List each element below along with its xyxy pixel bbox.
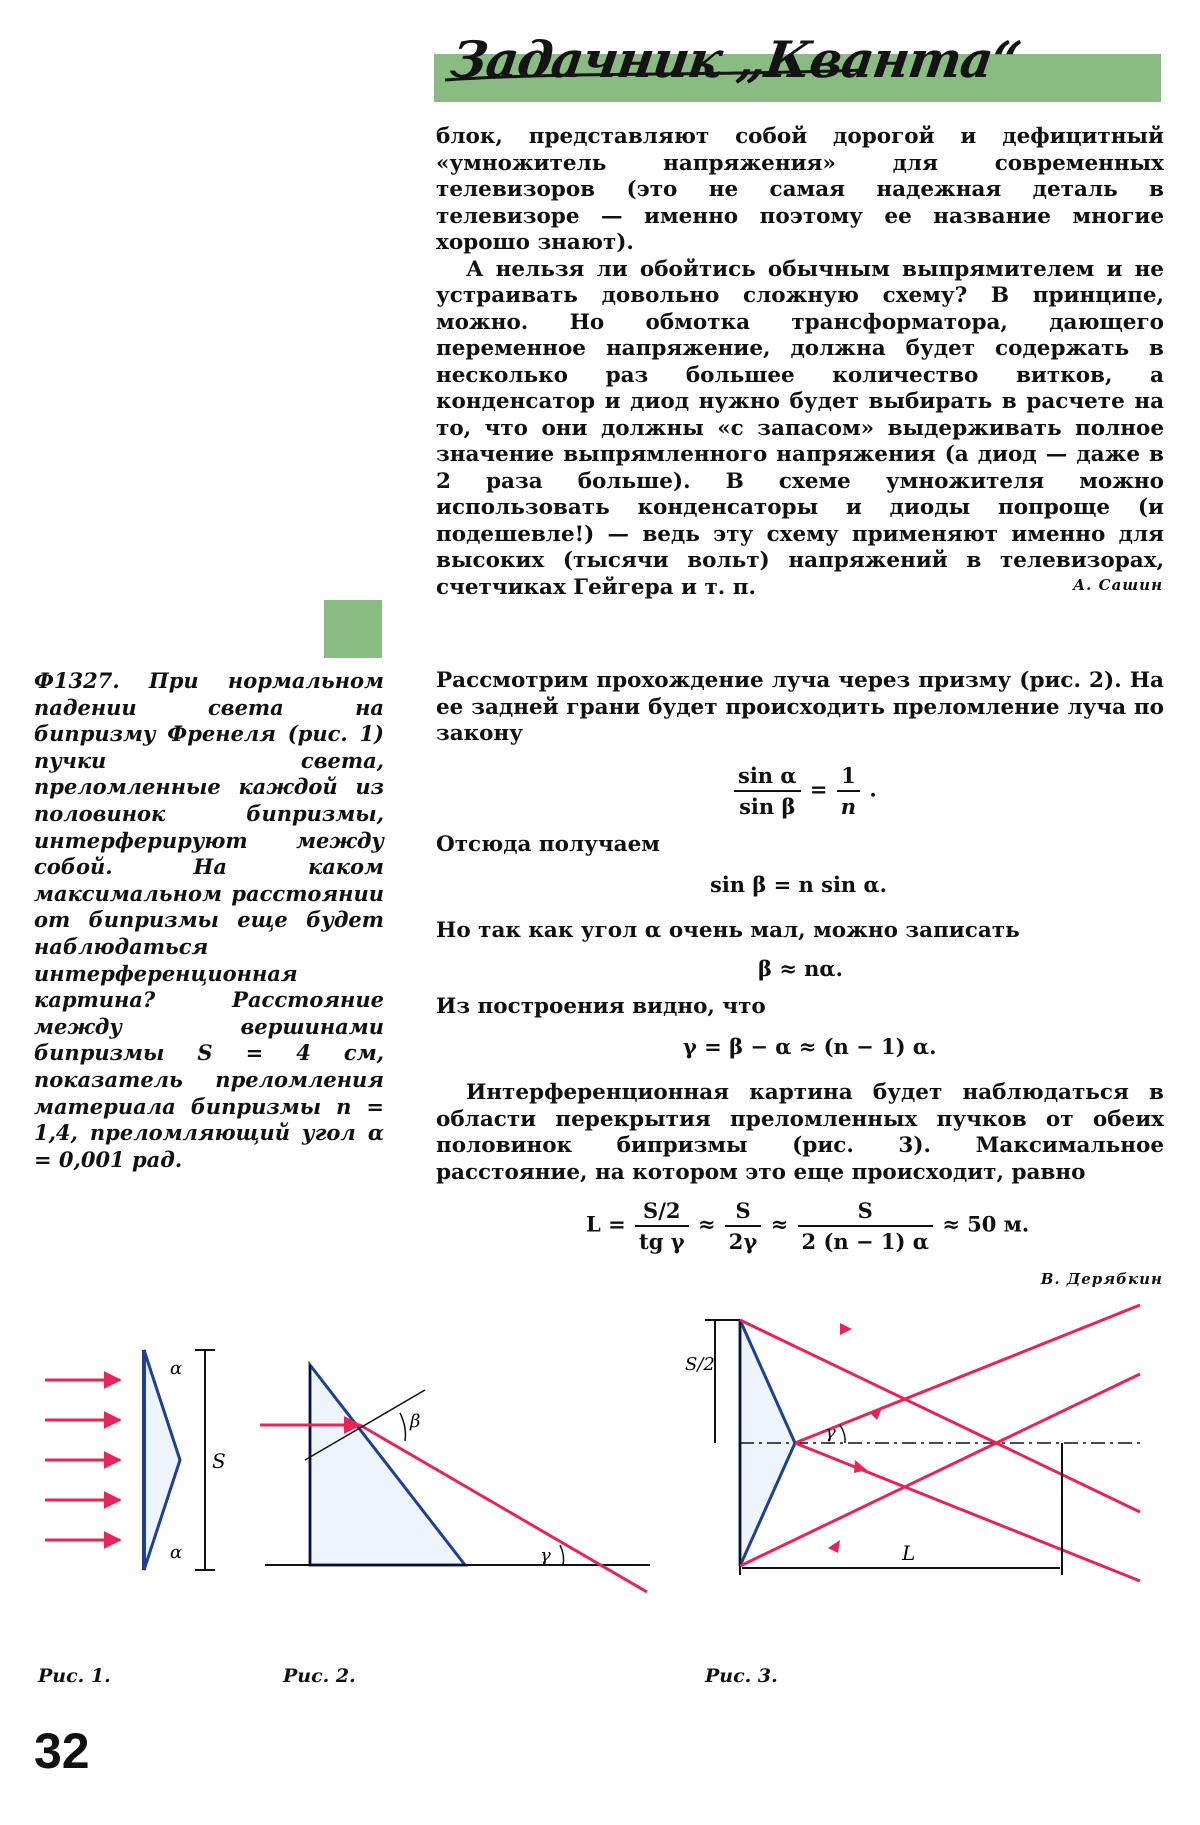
numerator: sin α — [734, 763, 801, 792]
denominator: 2γ — [728, 1229, 758, 1254]
formula-lhs: L = — [586, 1211, 626, 1237]
denominator: 2 (n − 1) α — [801, 1229, 929, 1254]
period: . — [869, 776, 877, 802]
label-S: S — [212, 1449, 226, 1473]
solution-paragraph-3 — [436, 918, 1164, 945]
figure-2-prism — [255, 1355, 655, 1595]
numerator: 1 — [837, 763, 860, 792]
figure-2-caption: Рис. 2. — [283, 1665, 356, 1687]
figure-1-biprism — [40, 1340, 240, 1580]
figure-1-caption: Рис. 1. — [38, 1665, 111, 1687]
article-paragraph-1: блок, представляют собой дорогой и дефицитный «умножитель напряжения» для современных телевизоров (это не самая надежная деталь в телевизоре — именно поэтому ее название многие хорошо знают). — [436, 124, 1164, 255]
solution-paragraph-2 — [436, 832, 1164, 859]
solution-text-1: Рассмотрим прохождение луча через призму (рис. 2). На ее задней грани будет происходить преломление луча по закону — [436, 668, 1164, 746]
solution-paragraph-5 — [436, 1080, 1164, 1186]
biprism-shape — [144, 1350, 183, 1570]
label-alpha-bottom: α — [170, 1542, 183, 1563]
decorative-square — [324, 600, 382, 658]
fraction-one-over-n — [837, 763, 860, 819]
gamma-arc — [840, 1425, 845, 1443]
problem-text: При нормальном падении света на бипризму Френеля (рис. 1) пучки света, преломленные каждой из половинок бипризмы, интерферируют между собой. На каком максимальном расстоянии от бипризмы еще будет наблюдаться интерференционная картина? Расстояние между вершинами бипризмы S = 4 см, показатель преломления материала бипризмы n = 1,4, преломляющий угол α = 0,001 рад. — [34, 668, 384, 1172]
gamma-arc — [560, 1545, 564, 1565]
article-continuation — [436, 124, 1164, 601]
formula-beta-approx: β ≈ nα. — [758, 956, 843, 981]
numerator: S — [798, 1198, 933, 1227]
beta-arc — [400, 1413, 405, 1441]
formula-result: ≈ 50 м. — [942, 1211, 1030, 1237]
label-alpha-top: α — [170, 1358, 183, 1379]
article-author: А. Сашин — [1072, 576, 1163, 594]
equals-sign: = — [809, 776, 828, 802]
solution-paragraph-1 — [436, 668, 1164, 748]
solution-author: В. Дерябкин — [1040, 1270, 1163, 1288]
approx-sign: ≈ — [697, 1211, 716, 1237]
beam-top-edge — [740, 1320, 1140, 1512]
fraction-sin — [734, 763, 801, 819]
denominator: n — [840, 794, 857, 819]
formula-snell — [732, 763, 877, 819]
incident-rays — [45, 1380, 120, 1540]
article-paragraph-2: А нельзя ли обойтись обычным выпрямителем и не устраивать довольно сложную схему? В принципе, можно. Но обмотка трансформатора, дающего переменное напряжение, должна будет содержать в несколько раз большее количество витков, а конденсатор и диод нужно будет выбирать в расчете на то, что они должны «с запасом» выдерживать полное значение выпрямленного напряжения (а диод — даже в 2 раза больше). В схеме умножителя можно использовать конденсаторы и диоды попроще (и подешевле!) — ведь эту схему применяют именно для высоких (тысячи вольт) напряжений в телевизорах, счетчиках Гейгера и т. п. — [436, 256, 1164, 600]
beam-top-inner — [795, 1305, 1140, 1443]
numerator: S/2 — [635, 1198, 689, 1227]
prism-shape — [310, 1365, 465, 1565]
fraction-2 — [725, 1198, 761, 1254]
title-underline-icon — [440, 66, 870, 86]
denominator: tg γ — [639, 1229, 685, 1254]
solution-text-5: Интерференционная картина будет наблюдаться в области перекрытия преломленных пучков от обеих половинок бипризмы (рис. 3). Максимальное расстояние, на котором это еще происходит, равно — [436, 1080, 1164, 1185]
figure-3-caption: Рис. 3. — [705, 1665, 778, 1687]
formula-gamma: γ = β − α ≈ (n − 1) α. — [683, 1034, 937, 1059]
arrow-marker-4 — [828, 1540, 840, 1553]
problem-number: Ф1327. — [34, 668, 120, 693]
denominator: sin β — [739, 794, 796, 819]
solution-text-4: Из построения видно, что — [436, 994, 766, 1019]
figure-3-interference — [680, 1310, 1150, 1600]
formula-L — [586, 1198, 1029, 1254]
section-title: Задачник „Кванта“ — [447, 30, 1025, 89]
fraction-3 — [798, 1198, 933, 1254]
solution-paragraph-4 — [436, 994, 1164, 1021]
solution-text-3: Но так как угол α очень мал, можно записать — [436, 918, 1020, 943]
problem-statement — [34, 668, 384, 1173]
label-gamma: γ — [540, 1545, 551, 1566]
label-S2: S/2 — [685, 1354, 715, 1375]
numerator: S — [725, 1198, 761, 1227]
page-number: 32 — [34, 1723, 90, 1779]
solution-text-2: Отсюда получаем — [436, 832, 660, 857]
approx-sign: ≈ — [770, 1211, 789, 1237]
arrow-marker-1 — [840, 1323, 852, 1335]
beam-bottom-edge — [740, 1374, 1140, 1566]
formula-sin-beta: sin β = n sin α. — [710, 872, 887, 897]
fraction-1 — [635, 1198, 689, 1254]
beam-bottom-inner — [795, 1443, 1140, 1581]
label-L: L — [902, 1541, 916, 1565]
label-beta: β — [410, 1411, 421, 1432]
label-gamma: γ — [825, 1422, 836, 1443]
